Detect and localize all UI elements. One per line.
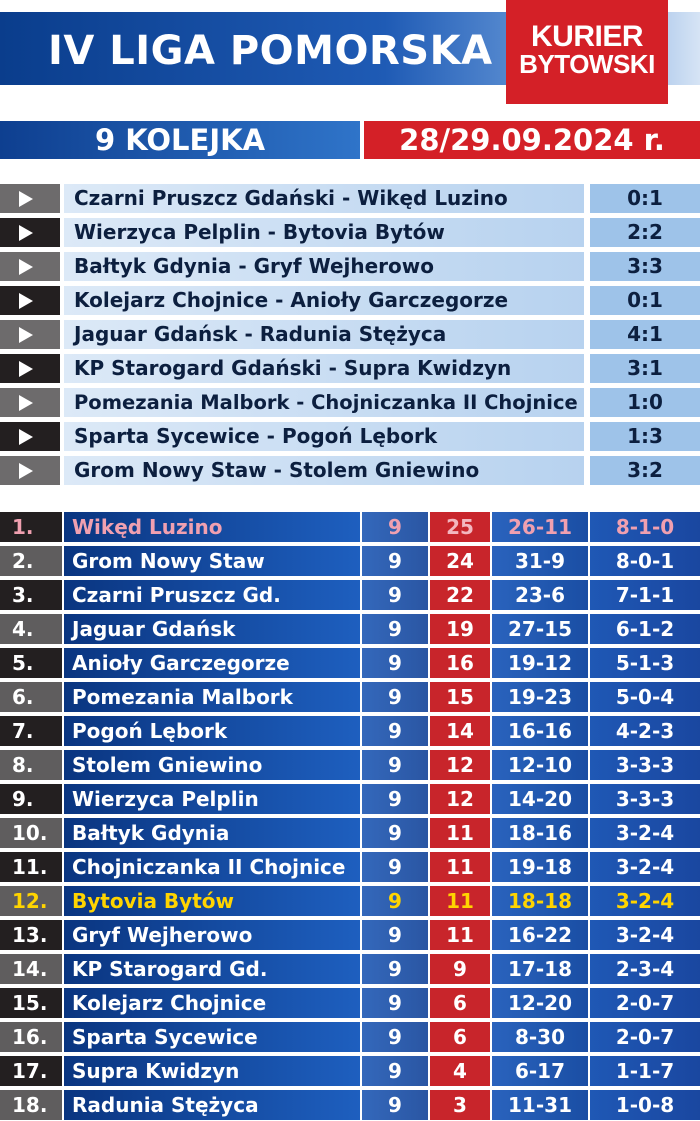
position: 16. bbox=[0, 1022, 62, 1052]
points: 9 bbox=[430, 954, 490, 984]
goals: 8-30 bbox=[492, 1022, 588, 1052]
position: 17. bbox=[0, 1056, 62, 1086]
points: 6 bbox=[430, 1022, 490, 1052]
team-name: Pogoń Lębork bbox=[64, 716, 360, 746]
matches-played: 9 bbox=[362, 954, 428, 984]
points: 11 bbox=[430, 818, 490, 848]
team-name: Kolejarz Chojnice bbox=[64, 988, 360, 1018]
result-row bbox=[0, 184, 700, 213]
standings-row bbox=[0, 954, 700, 984]
standings-row bbox=[0, 648, 700, 678]
team-name: Anioły Garczegorze bbox=[64, 648, 360, 678]
position: 15. bbox=[0, 988, 62, 1018]
standings-row bbox=[0, 784, 700, 814]
standings-row bbox=[0, 512, 700, 542]
match-name: Bałtyk Gdynia - Gryf Wejherowo bbox=[64, 252, 584, 281]
goals: 16-16 bbox=[492, 716, 588, 746]
play-button[interactable] bbox=[0, 456, 60, 485]
wins-draws-losses: 3-3-3 bbox=[590, 784, 700, 814]
result-row bbox=[0, 354, 700, 383]
points: 12 bbox=[430, 750, 490, 780]
position: 9. bbox=[0, 784, 62, 814]
team-name: Wierzyca Pelplin bbox=[64, 784, 360, 814]
standings-row bbox=[0, 546, 700, 576]
matches-played: 9 bbox=[362, 512, 428, 542]
matches-played: 9 bbox=[362, 818, 428, 848]
wins-draws-losses: 4-2-3 bbox=[590, 716, 700, 746]
wins-draws-losses: 3-2-4 bbox=[590, 886, 700, 916]
team-name: Czarni Pruszcz Gd. bbox=[64, 580, 360, 610]
wins-draws-losses: 6-1-2 bbox=[590, 614, 700, 644]
match-name: Kolejarz Chojnice - Anioły Garczegorze bbox=[64, 286, 584, 315]
goals: 18-16 bbox=[492, 818, 588, 848]
position: 12. bbox=[0, 886, 62, 916]
page-title: IV LIGA POMORSKA bbox=[48, 28, 493, 74]
result-row bbox=[0, 252, 700, 281]
match-score: 4:1 bbox=[590, 320, 700, 349]
matches-played: 9 bbox=[362, 1090, 428, 1120]
goals: 12-10 bbox=[492, 750, 588, 780]
matches-played: 9 bbox=[362, 886, 428, 916]
matches-played: 9 bbox=[362, 648, 428, 678]
result-row bbox=[0, 286, 700, 315]
position: 3. bbox=[0, 580, 62, 610]
wins-draws-losses: 1-1-7 bbox=[590, 1056, 700, 1086]
result-row bbox=[0, 218, 700, 247]
standings-row bbox=[0, 920, 700, 950]
standings-row bbox=[0, 682, 700, 712]
matches-played: 9 bbox=[362, 716, 428, 746]
result-row bbox=[0, 422, 700, 451]
play-icon bbox=[19, 361, 33, 377]
points: 11 bbox=[430, 920, 490, 950]
points: 11 bbox=[430, 886, 490, 916]
play-icon bbox=[19, 225, 33, 241]
play-icon bbox=[19, 327, 33, 343]
goals: 31-9 bbox=[492, 546, 588, 576]
play-button[interactable] bbox=[0, 218, 60, 247]
wins-draws-losses: 3-2-4 bbox=[590, 818, 700, 848]
match-score: 0:1 bbox=[590, 286, 700, 315]
wins-draws-losses: 7-1-1 bbox=[590, 580, 700, 610]
position: 6. bbox=[0, 682, 62, 712]
goals: 12-20 bbox=[492, 988, 588, 1018]
matches-played: 9 bbox=[362, 682, 428, 712]
points: 15 bbox=[430, 682, 490, 712]
match-name: Grom Nowy Staw - Stolem Gniewino bbox=[64, 456, 584, 485]
match-score: 0:1 bbox=[590, 184, 700, 213]
position: 1. bbox=[0, 512, 62, 542]
points: 6 bbox=[430, 988, 490, 1018]
goals: 11-31 bbox=[492, 1090, 588, 1120]
play-button[interactable] bbox=[0, 422, 60, 451]
wins-draws-losses: 5-1-3 bbox=[590, 648, 700, 678]
wins-draws-losses: 3-2-4 bbox=[590, 852, 700, 882]
matches-played: 9 bbox=[362, 750, 428, 780]
logo-line-1: KURIER bbox=[530, 20, 643, 53]
goals: 27-15 bbox=[492, 614, 588, 644]
position: 8. bbox=[0, 750, 62, 780]
position: 5. bbox=[0, 648, 62, 678]
match-score: 3:2 bbox=[590, 456, 700, 485]
match-name: Wierzyca Pelplin - Bytovia Bytów bbox=[64, 218, 584, 247]
team-name: Grom Nowy Staw bbox=[64, 546, 360, 576]
position: 2. bbox=[0, 546, 62, 576]
team-name: Wikęd Luzino bbox=[64, 512, 360, 542]
goals: 26-11 bbox=[492, 512, 588, 542]
match-score: 3:3 bbox=[590, 252, 700, 281]
result-row bbox=[0, 320, 700, 349]
play-button[interactable] bbox=[0, 252, 60, 281]
team-name: Sparta Sycewice bbox=[64, 1022, 360, 1052]
team-name: Radunia Stężyca bbox=[64, 1090, 360, 1120]
result-row bbox=[0, 456, 700, 485]
points: 22 bbox=[430, 580, 490, 610]
play-icon bbox=[19, 191, 33, 207]
play-button[interactable] bbox=[0, 388, 60, 417]
team-name: Jaguar Gdańsk bbox=[64, 614, 360, 644]
position: 4. bbox=[0, 614, 62, 644]
match-name: Czarni Pruszcz Gdański - Wikęd Luzino bbox=[64, 184, 584, 213]
match-score: 1:3 bbox=[590, 422, 700, 451]
round-date: 28/29.09.2024 r. bbox=[364, 121, 700, 159]
position: 18. bbox=[0, 1090, 62, 1120]
match-name: KP Starogard Gdański - Supra Kwidzyn bbox=[64, 354, 584, 383]
goals: 17-18 bbox=[492, 954, 588, 984]
team-name: Bytovia Bytów bbox=[64, 886, 360, 916]
goals: 16-22 bbox=[492, 920, 588, 950]
matches-played: 9 bbox=[362, 546, 428, 576]
play-icon bbox=[19, 395, 33, 411]
standings-row bbox=[0, 716, 700, 746]
kurier-bytowski-logo bbox=[506, 0, 668, 104]
standings-row bbox=[0, 852, 700, 882]
standings-row bbox=[0, 580, 700, 610]
goals: 14-20 bbox=[492, 784, 588, 814]
wins-draws-losses: 8-0-1 bbox=[590, 546, 700, 576]
wins-draws-losses: 2-0-7 bbox=[590, 1022, 700, 1052]
team-name: Pomezania Malbork bbox=[64, 682, 360, 712]
team-name: Chojniczanka II Chojnice bbox=[64, 852, 360, 882]
standings-row bbox=[0, 988, 700, 1018]
goals: 6-17 bbox=[492, 1056, 588, 1086]
wins-draws-losses: 3-3-3 bbox=[590, 750, 700, 780]
goals: 23-6 bbox=[492, 580, 588, 610]
wins-draws-losses: 1-0-8 bbox=[590, 1090, 700, 1120]
match-score: 3:1 bbox=[590, 354, 700, 383]
wins-draws-losses: 5-0-4 bbox=[590, 682, 700, 712]
matches-played: 9 bbox=[362, 580, 428, 610]
team-name: Bałtyk Gdynia bbox=[64, 818, 360, 848]
standings-row bbox=[0, 818, 700, 848]
position: 7. bbox=[0, 716, 62, 746]
goals: 18-18 bbox=[492, 886, 588, 916]
wins-draws-losses: 2-3-4 bbox=[590, 954, 700, 984]
matches-played: 9 bbox=[362, 920, 428, 950]
position: 10. bbox=[0, 818, 62, 848]
round-label: 9 KOLEJKA bbox=[0, 121, 360, 159]
logo-line-2: BYTOWSKI bbox=[519, 49, 655, 79]
matches-played: 9 bbox=[362, 784, 428, 814]
standings-row bbox=[0, 1090, 700, 1120]
play-icon bbox=[19, 429, 33, 445]
standings-row bbox=[0, 614, 700, 644]
match-score: 1:0 bbox=[590, 388, 700, 417]
points: 3 bbox=[430, 1090, 490, 1120]
wins-draws-losses: 8-1-0 bbox=[590, 512, 700, 542]
match-score: 2:2 bbox=[590, 218, 700, 247]
wins-draws-losses: 3-2-4 bbox=[590, 920, 700, 950]
points: 11 bbox=[430, 852, 490, 882]
standings-row bbox=[0, 1056, 700, 1086]
play-button[interactable] bbox=[0, 354, 60, 383]
points: 25 bbox=[430, 512, 490, 542]
points: 14 bbox=[430, 716, 490, 746]
points: 12 bbox=[430, 784, 490, 814]
standings-row bbox=[0, 886, 700, 916]
play-button[interactable] bbox=[0, 320, 60, 349]
team-name: Gryf Wejherowo bbox=[64, 920, 360, 950]
team-name: Supra Kwidzyn bbox=[64, 1056, 360, 1086]
matches-played: 9 bbox=[362, 1056, 428, 1086]
points: 4 bbox=[430, 1056, 490, 1086]
points: 24 bbox=[430, 546, 490, 576]
result-row bbox=[0, 388, 700, 417]
position: 13. bbox=[0, 920, 62, 950]
matches-played: 9 bbox=[362, 852, 428, 882]
match-name: Pomezania Malbork - Chojniczanka II Chojnice bbox=[64, 388, 584, 417]
play-button[interactable] bbox=[0, 286, 60, 315]
match-name: Jaguar Gdańsk - Radunia Stężyca bbox=[64, 320, 584, 349]
position: 14. bbox=[0, 954, 62, 984]
standings-row bbox=[0, 1022, 700, 1052]
wins-draws-losses: 2-0-7 bbox=[590, 988, 700, 1018]
team-name: KP Starogard Gd. bbox=[64, 954, 360, 984]
goals: 19-18 bbox=[492, 852, 588, 882]
match-name: Sparta Sycewice - Pogoń Lębork bbox=[64, 422, 584, 451]
matches-played: 9 bbox=[362, 1022, 428, 1052]
team-name: Stolem Gniewino bbox=[64, 750, 360, 780]
play-button[interactable] bbox=[0, 184, 60, 213]
goals: 19-23 bbox=[492, 682, 588, 712]
goals: 19-12 bbox=[492, 648, 588, 678]
standings-row bbox=[0, 750, 700, 780]
points: 16 bbox=[430, 648, 490, 678]
matches-played: 9 bbox=[362, 988, 428, 1018]
points: 19 bbox=[430, 614, 490, 644]
matches-played: 9 bbox=[362, 614, 428, 644]
position: 11. bbox=[0, 852, 62, 882]
play-icon bbox=[19, 463, 33, 479]
play-icon bbox=[19, 293, 33, 309]
play-icon bbox=[19, 259, 33, 275]
